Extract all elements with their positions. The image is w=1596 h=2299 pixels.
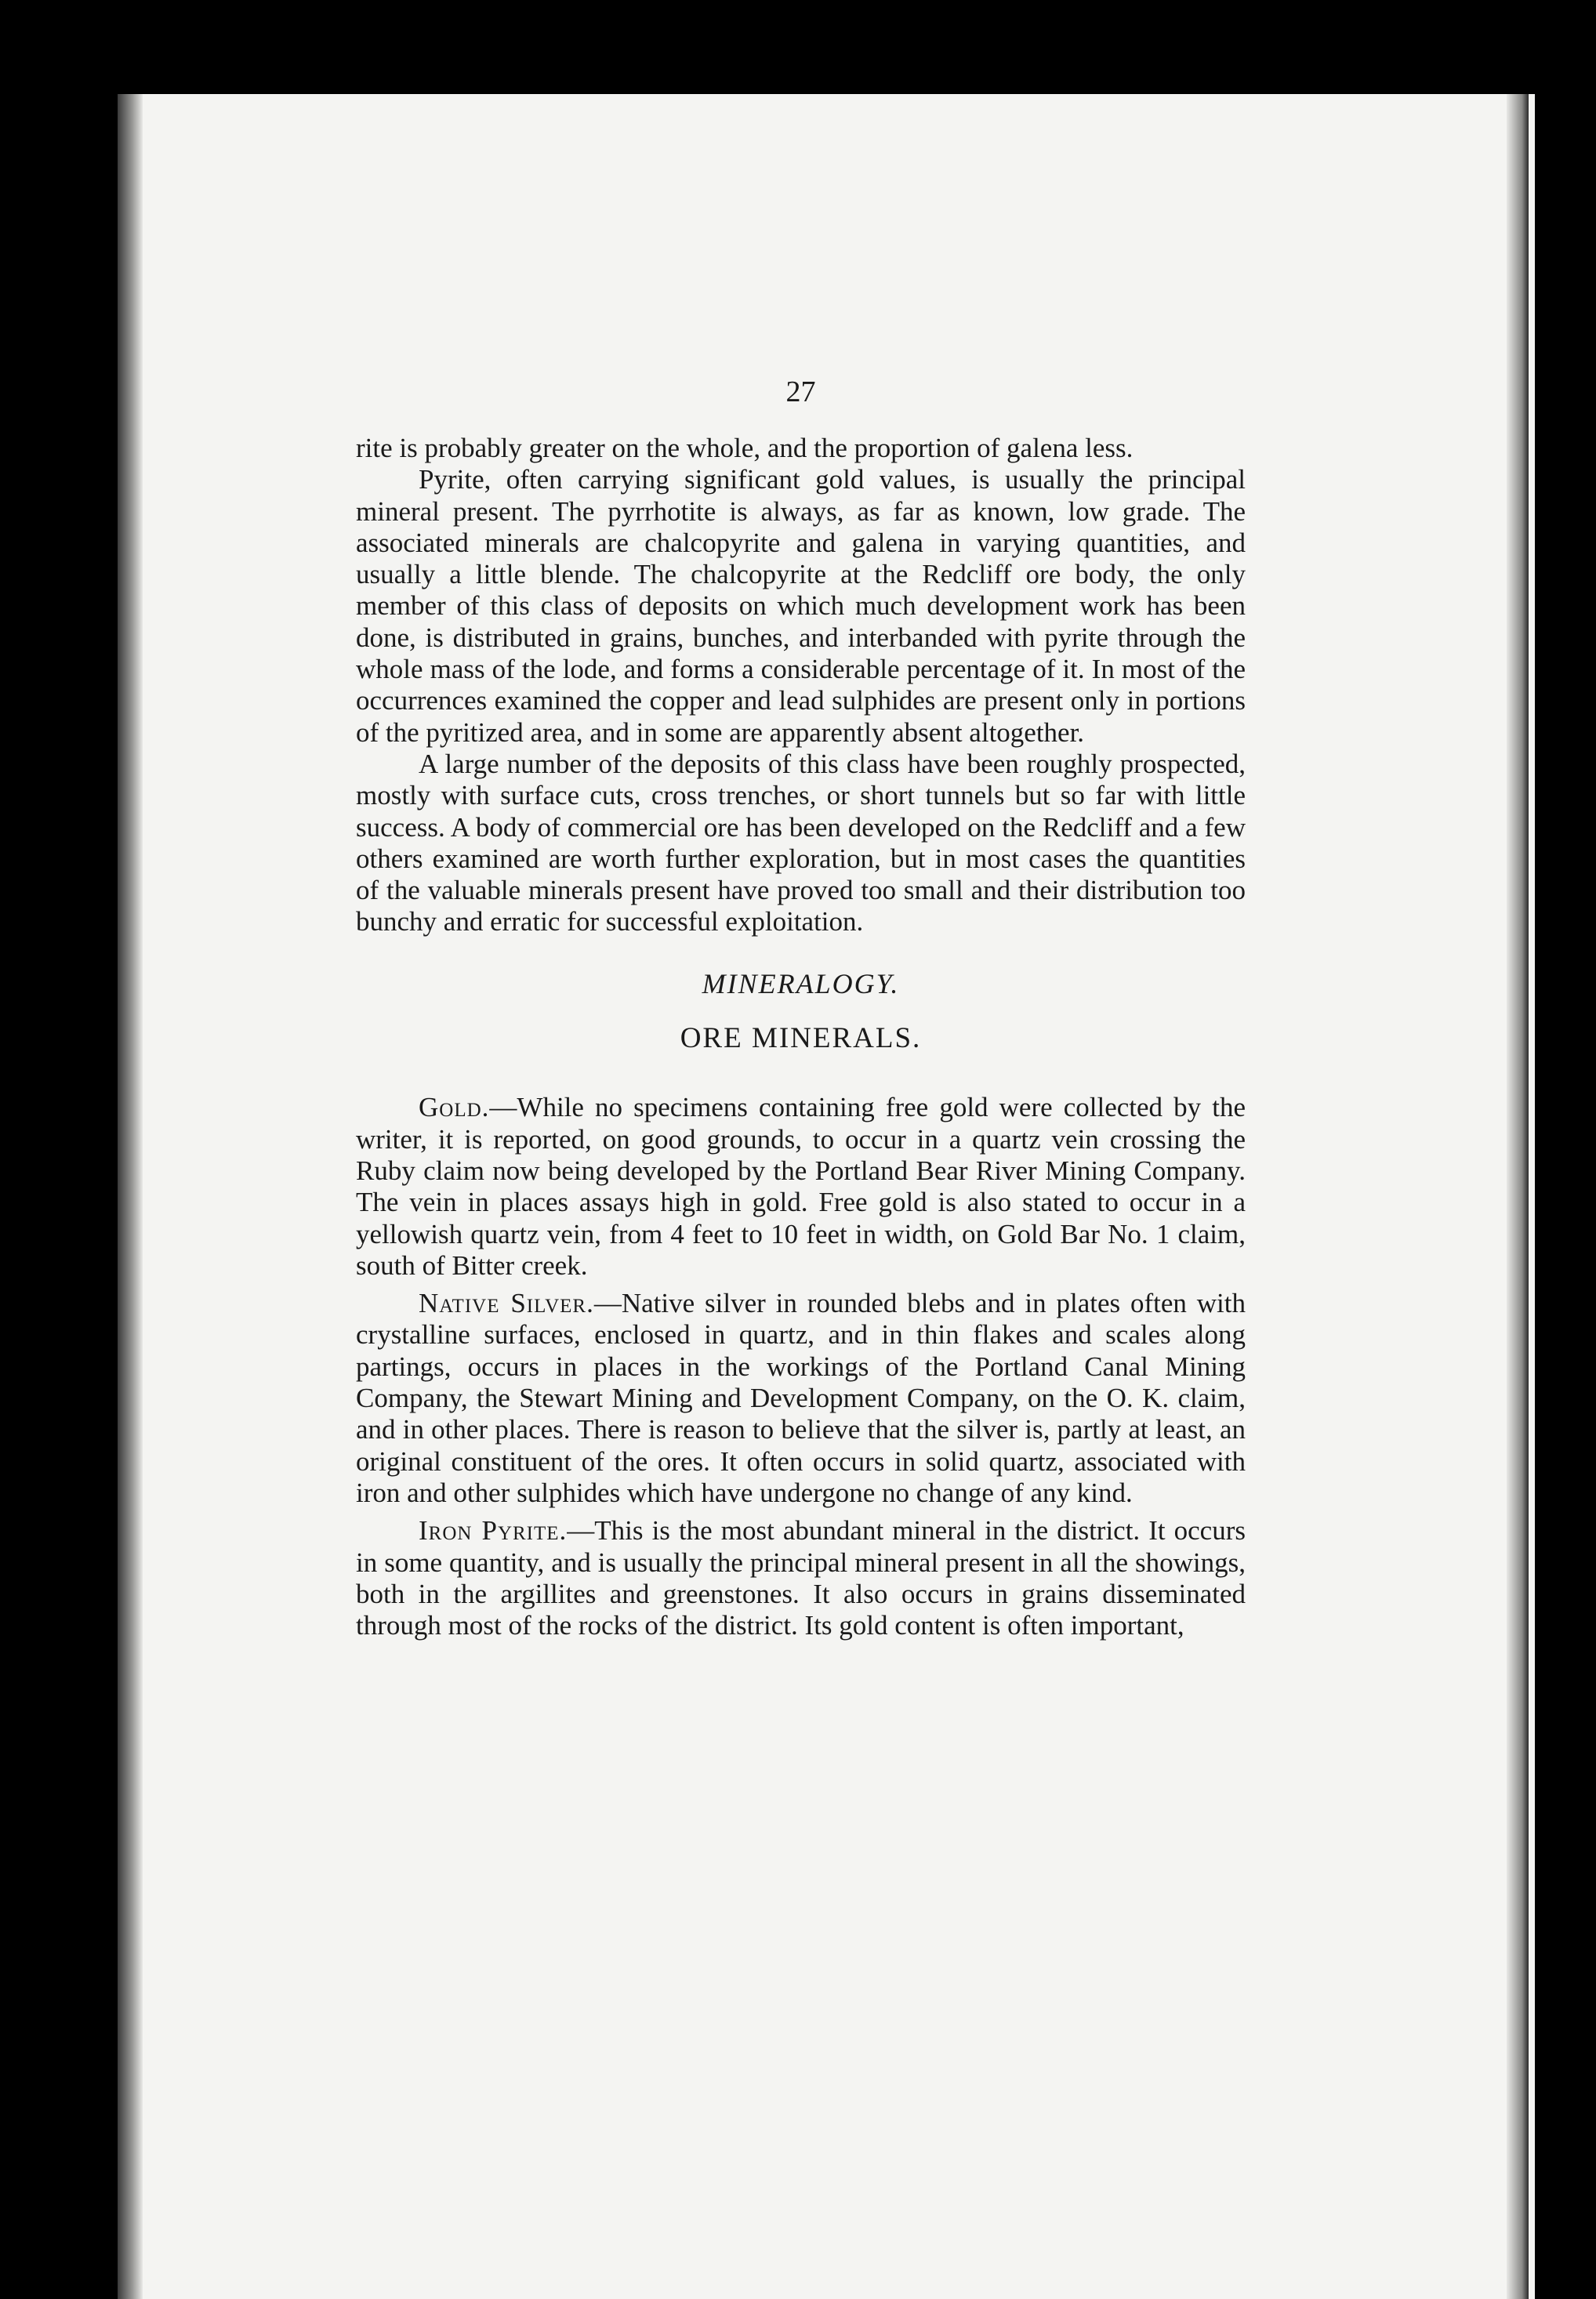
paragraph: rite is probably greater on the whole, and the proportion of galena less.: [356, 433, 1134, 463]
subsection-heading-ore-minerals: ORE MINERALS.: [680, 1022, 922, 1055]
term-iron-pyrite: Iron Pyrite.: [419, 1515, 568, 1547]
term-native-silver: Native Silver.: [419, 1288, 594, 1319]
paragraph: Pyrite, often carrying significant gold values, is usually the principal mineral present. The pyrrhotite is always, as far as known, low grade. The associated minerals are chalcopyrite and galena in varying quantities, and usually a little blende. The chalcopyrite at the Redcliff ore body, the only member of this class of deposits on which much development work has been done, is distributed in grains, bunches, and interbanded with pyrite through the whole mass of the lode, and forms a considerable percentage of it. In most of the occurrences examined the copper and lead sulphides are present only in portions of the pyritized area, and in some are apparently absent altogether.: [356, 464, 1246, 748]
page-number: 27: [785, 375, 816, 408]
page-gutter-shadow: [118, 94, 143, 2299]
native-silver-text: —Native silver in rounded blebs and in plates often with crystalline surfaces, enclosed in quartz, and in thin flakes and scales along partings, occurs in places in the workings of the Portland Canal Mining Company, the Stewart Mining and Development Company, on the O. K. claim, and in other places. There is reason to believe that the silver is, partly at least, an original constituent of the ores. It often occurs in solid quartz, associated with iron and other sulphides which have undergone no change of any kind.: [356, 1288, 1246, 1508]
paragraph-gold: [356, 1092, 1246, 1282]
section-heading-mineralogy: MINERALOGY.: [702, 967, 900, 999]
paragraph: A large number of the deposits of this class have been roughly prospected, mostly with surface cuts, cross trenches, or short tunnels but so far with little success. A body of commercial ore has been developed on the Redcliff and a few others examined are worth further exploration, but in most cases the quantities of the valuable minerals present have proved too small and their distribution too bunchy and erratic for successful exploitation.: [356, 748, 1246, 937]
page-text: [356, 375, 1246, 1641]
term-gold: Gold.: [419, 1092, 490, 1123]
paragraph-iron-pyrite: [356, 1515, 1246, 1641]
page-edge-shadow: [1507, 94, 1529, 2299]
paragraph-native-silver: [356, 1288, 1246, 1509]
iron-pyrite-text: —This is the most abundant mineral in the district. It occurs in some quantity, and is usually the principal mineral present in all the showings, both in the argillites and greenstones. It also occurs in grains disseminated through most of the rocks of the district. Its gold content is often important,: [356, 1515, 1246, 1641]
gold-text: —While no specimens containing free gold were collected by the writer, it is reported, on good grounds, to occur in a quartz vein crossing the Ruby claim now being developed by the Portland Bear River Mining Company. The vein in places assays high in gold. Free gold is also stated to occur in a yellowish quartz vein, from 4 feet to 10 feet in width, on Gold Bar No. 1 claim, south of Bitter creek.: [356, 1092, 1246, 1281]
